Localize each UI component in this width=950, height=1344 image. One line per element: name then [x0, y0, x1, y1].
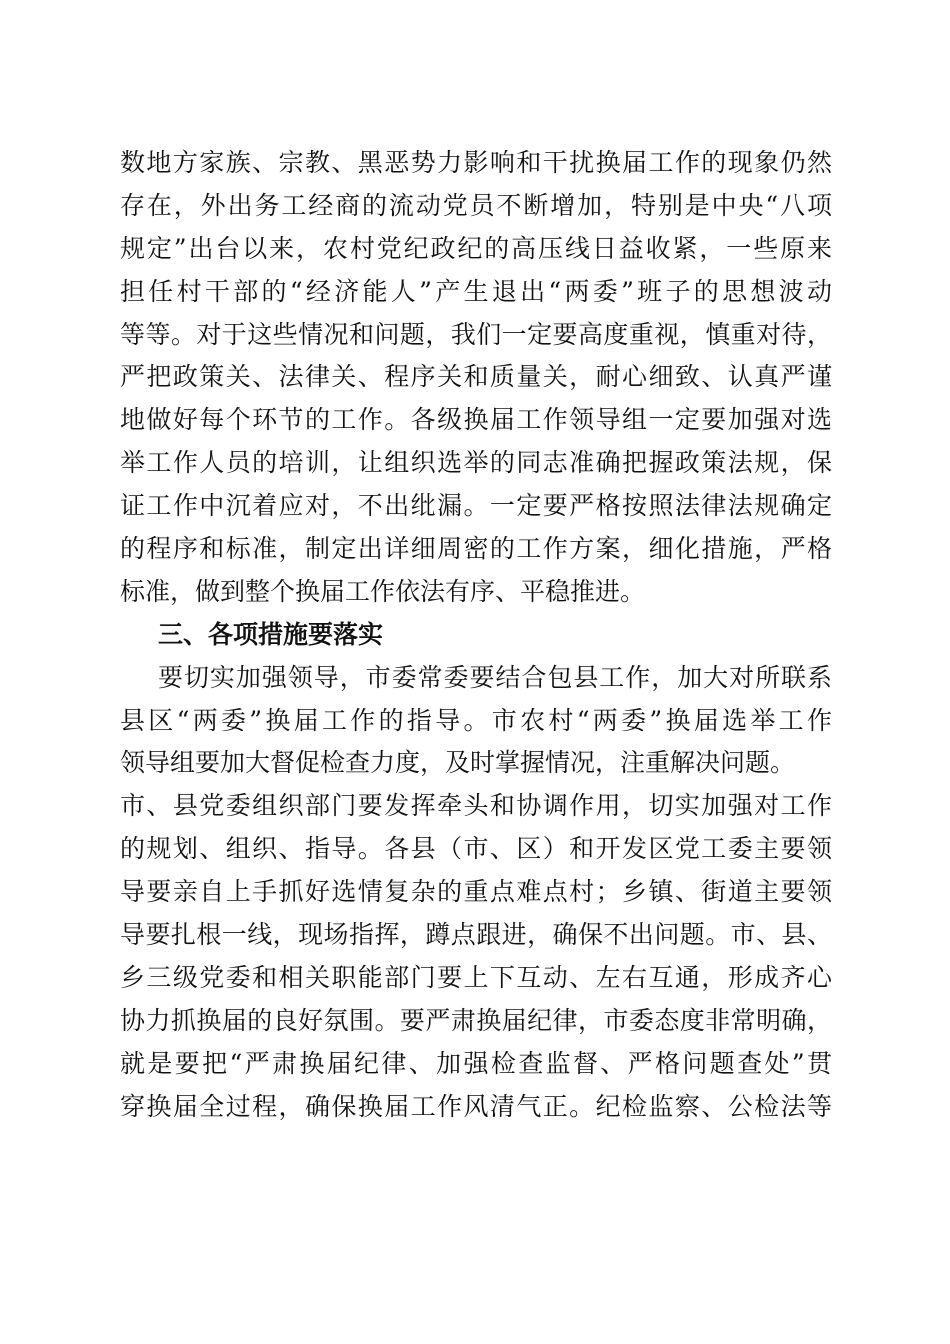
text-line: 规定”出台以来，农村党纪政纪的高压线日益收紧，一些原来	[120, 233, 832, 263]
text-line: 就是要把“严肃换届纪律、加强检查监督、严格问题查处”贯	[120, 1048, 832, 1078]
text-line: 担任村干部的“经济能人”产生退出“两委”班子的思想波动	[120, 276, 832, 306]
text-line: 的程序和标准，制定出详细周密的工作方案，细化措施，严格	[120, 534, 832, 564]
text-line: 的规划、组织、指导。各县（市、区）和开发区党工委主要领	[120, 834, 832, 864]
text-line: 市、县党委组织部门要发挥牵头和协调作用，切实加强对工作	[120, 791, 832, 821]
text-line: 要切实加强领导，市委常委要结合包县工作，加大对所联系	[158, 662, 832, 692]
text-line: 地做好每个环节的工作。各级换届工作领导组一定要加强对选	[120, 405, 832, 435]
text-line: 举工作人员的培训，让组织选举的同志准确把握政策法规，保	[120, 448, 832, 478]
section-heading: 三、各项措施要落实	[158, 619, 384, 649]
text-line: 协力抓换届的良好氛围。要严肃换届纪律，市委态度非常明确，	[120, 1005, 832, 1035]
text-line: 县区“两委”换届工作的指导。市农村“两委”换届选举工作	[120, 705, 832, 735]
text-line: 导要扎根一线，现场指挥，蹲点跟进，确保不出问题。市、县、	[120, 920, 832, 950]
text-line: 等等。对于这些情况和问题，我们一定要高度重视，慎重对待，	[120, 319, 832, 349]
paragraph-2	[120, 657, 832, 1129]
text-line: 领导组要加大督促检查力度，及时掌握情况，注重解决问题。	[120, 748, 796, 778]
text-line: 导要亲自上手抓好选情复杂的重点难点村；乡镇、街道主要领	[120, 877, 832, 907]
text-line: 证工作中沉着应对，不出纰漏。一定要严格按照法律法规确定	[120, 491, 832, 521]
text-line: 标准，做到整个换届工作依法有序、平稳推进。	[120, 576, 646, 606]
document-body	[120, 142, 832, 1128]
text-line: 数地方家族、宗教、黑恶势力影响和干扰换届工作的现象仍然	[120, 148, 832, 177]
text-line: 存在，外出务工经商的流动党员不断增加，特别是中央“八项	[120, 190, 832, 220]
paragraph-1	[120, 142, 832, 614]
text-line: 乡三级党委和相关职能部门要上下互动、左右互通，形成齐心	[120, 962, 832, 992]
text-line: 严把政策关、法律关、程序关和质量关，耐心细致、认真严谨	[120, 362, 832, 392]
text-line: 穿换届全过程，确保换届工作风清气正。纪检监察、公检法等	[120, 1091, 832, 1121]
